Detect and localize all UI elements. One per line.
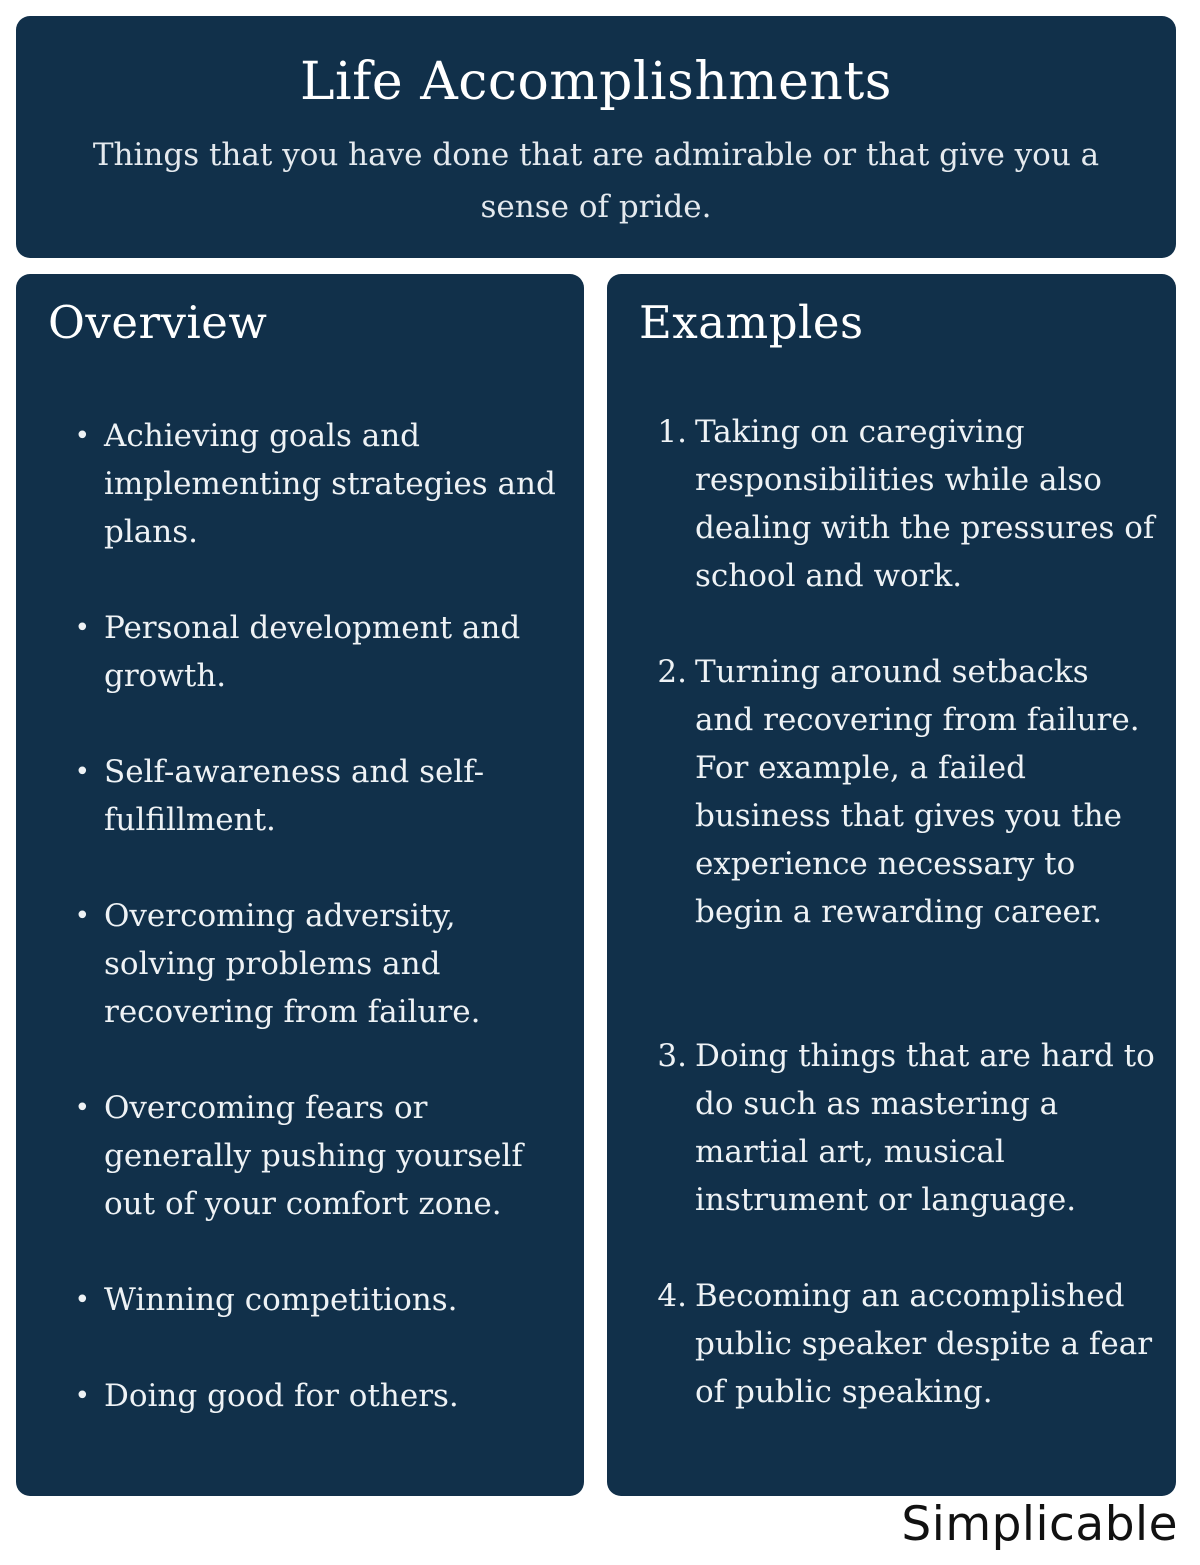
page-title: Life Accomplishments [299, 52, 892, 112]
overview-item [74, 1084, 559, 1228]
overview-item-text: Self-awareness and self-fulfillment. [104, 754, 485, 838]
examples-panel [607, 274, 1176, 1496]
bullet-icon: • [74, 1093, 90, 1123]
overview-item-text: Personal development and growth. [104, 610, 521, 694]
overview-title: Overview [48, 296, 268, 349]
bullet-icon: • [74, 901, 90, 931]
example-item-text: Doing things that are hard to do such as mastering a martial art, musical instrument or language. [695, 1038, 1155, 1218]
example-item-text: Taking on caregiving responsibilities while also dealing with the pressures of school and work. [695, 414, 1155, 594]
overview-item-text: Overcoming fears or generally pushing yourself out of your comfort zone. [104, 1090, 523, 1222]
overview-item-text: Achieving goals and implementing strategies and plans. [104, 418, 556, 550]
overview-item [74, 748, 559, 844]
overview-item-text: Overcoming adversity, solving problems and recovering from failure. [104, 898, 481, 1030]
overview-item [74, 1276, 559, 1324]
overview-item-text: Winning competitions. [104, 1282, 458, 1318]
bullet-icon: • [74, 757, 90, 787]
example-number: 2. [657, 654, 687, 690]
bullet-icon: • [74, 613, 90, 643]
overview-item [74, 892, 559, 1036]
examples-title: Examples [639, 296, 864, 349]
example-item [657, 648, 1155, 936]
brand-logo: Simplicable [901, 1497, 1178, 1552]
bullet-icon: • [74, 1381, 90, 1411]
overview-item [74, 1372, 559, 1420]
example-number: 1. [657, 414, 687, 450]
example-item [657, 1032, 1155, 1224]
bullet-icon: • [74, 1285, 90, 1315]
example-number: 3. [657, 1038, 687, 1074]
example-item-text: Becoming an accomplished public speaker despite a fear of public speaking. [695, 1278, 1153, 1410]
example-item [657, 1272, 1155, 1416]
bullet-icon: • [74, 421, 90, 451]
example-number: 4. [657, 1278, 687, 1314]
example-item [657, 408, 1155, 600]
overview-item [74, 412, 559, 556]
page-subtitle: Things that you have done that are admirable or that give you a sense of pride. [92, 137, 1100, 226]
overview-item-text: Doing good for others. [104, 1378, 459, 1414]
overview-item [74, 604, 559, 700]
header-panel [16, 16, 1176, 258]
overview-panel [16, 274, 584, 1496]
example-item-text: Turning around setbacks and recovering from failure. For example, a failed business that gives you the experience necessary to begin a rewarding career. [695, 654, 1140, 930]
